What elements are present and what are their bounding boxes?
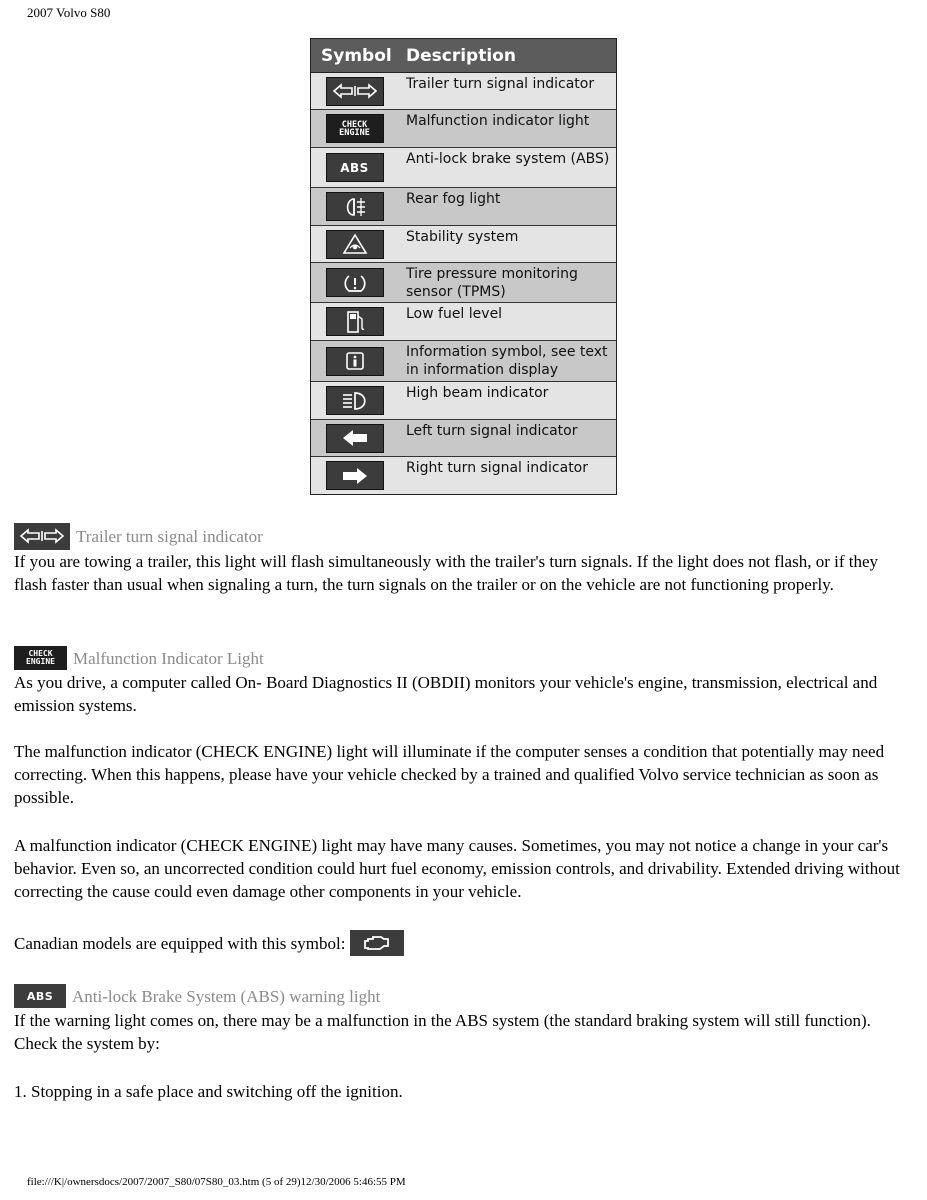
- information-icon: [326, 347, 384, 376]
- description-cell: Information symbol, see text in information display: [406, 344, 608, 378]
- trailer-section: [14, 522, 914, 596]
- malfunction-paragraph-1: As you drive, a computer called On- Board Diagnostics II (OBDII) monitors your vehicle's engine, transmission, electrical and emission systems.: [14, 673, 878, 715]
- table-row: [311, 73, 616, 110]
- symbol-table: [310, 38, 617, 495]
- trailer-turn-signal-icon: [14, 523, 70, 550]
- page-footer: file:///K|/ownersdocs/2007/2007_S80/07S80_03.htm (5 of 29)12/30/2006 5:46:55 PM: [27, 1176, 406, 1188]
- table-row: [311, 341, 616, 382]
- table-row: [311, 148, 616, 188]
- table-row: [311, 420, 616, 457]
- description-cell: Trailer turn signal indicator: [406, 76, 595, 92]
- table-row: [311, 110, 616, 148]
- description-cell: Tire pressure monitoring sensor (TPMS): [406, 266, 578, 300]
- malfunction-section: [14, 645, 914, 957]
- check-engine-icon: [14, 646, 67, 670]
- description-cell: Low fuel level: [406, 306, 503, 322]
- low-fuel-icon: [326, 307, 384, 336]
- header-description: Description: [406, 45, 516, 66]
- canadian-text: Canadian models are equipped with this symbol:: [14, 933, 346, 953]
- description-cell: Stability system: [406, 229, 519, 245]
- trailer-turn-signal-icon: [326, 77, 384, 106]
- description-cell: Left turn signal indicator: [406, 423, 578, 439]
- table-row: [311, 303, 616, 341]
- right-turn-signal-icon: [326, 461, 384, 490]
- stability-system-icon: [326, 230, 384, 259]
- rear-fog-light-icon: [326, 192, 384, 221]
- icon-label: ABS: [26, 989, 54, 1003]
- tire-pressure-icon: [326, 268, 384, 297]
- trailer-paragraph: If you are towing a trailer, this light will flash simultaneously with the trailer's turn signals. If the light does not flash, or if they flash faster than usual when signaling a turn, the turn signals on the trailer or on the vehicle are not functioning properly.: [14, 552, 879, 594]
- table-header-row: [311, 39, 616, 73]
- engine-icon: [350, 930, 404, 956]
- icon-label: ABS: [340, 160, 369, 175]
- page-header: 2007 Volvo S80: [27, 5, 111, 20]
- description-cell: Rear fog light: [406, 191, 501, 207]
- check-engine-icon: [326, 114, 384, 143]
- section-title: Malfunction Indicator Light: [73, 648, 264, 668]
- description-cell: High beam indicator: [406, 385, 549, 401]
- malfunction-paragraph-2: The malfunction indicator (CHECK ENGINE) light will illuminate if the computer senses a condition that potentially may need correcting. When this happens, please have your vehicle checked by a trained and qualified Volvo service technician as soon as possible.: [14, 742, 885, 807]
- header-symbol: Symbol: [321, 45, 392, 66]
- abs-icon: [326, 153, 384, 182]
- section-title: Trailer turn signal indicator: [76, 526, 263, 546]
- description-cell: Right turn signal indicator: [406, 460, 588, 476]
- table-row: [311, 263, 616, 303]
- section-title: Anti-lock Brake System (ABS) warning light: [72, 986, 381, 1006]
- description-cell: Malfunction indicator light: [406, 113, 590, 129]
- left-turn-signal-icon: [326, 424, 384, 453]
- table-row: [311, 226, 616, 263]
- icon-label: CHECK: [341, 119, 368, 130]
- canadian-line: [14, 929, 914, 957]
- high-beam-icon: [326, 386, 384, 415]
- abs-icon: [14, 984, 66, 1008]
- abs-step-1: 1. Stopping in a safe place and switching off the ignition.: [14, 1082, 403, 1101]
- table-row: [311, 457, 616, 494]
- table-row: [311, 382, 616, 420]
- malfunction-paragraph-3: A malfunction indicator (CHECK ENGINE) light may have many causes. Sometimes, you may not notice a change in your car's behavior. Even so, an uncorrected condition could hurt fuel economy, emission controls, and drivability. Extended driving without correcting the cause could even damage other components in your vehicle.: [14, 836, 900, 901]
- icon-label: CHECK: [28, 649, 53, 658]
- abs-paragraph-1: If the warning light comes on, there may be a malfunction in the ABS system (the standard braking system will still function). Check the system by:: [14, 1011, 871, 1053]
- table-row: [311, 188, 616, 226]
- description-cell: Anti-lock brake system (ABS): [406, 151, 610, 167]
- icon-label: ENGINE: [339, 127, 370, 138]
- icon-label: ENGINE: [26, 657, 55, 666]
- abs-section: [14, 983, 914, 1103]
